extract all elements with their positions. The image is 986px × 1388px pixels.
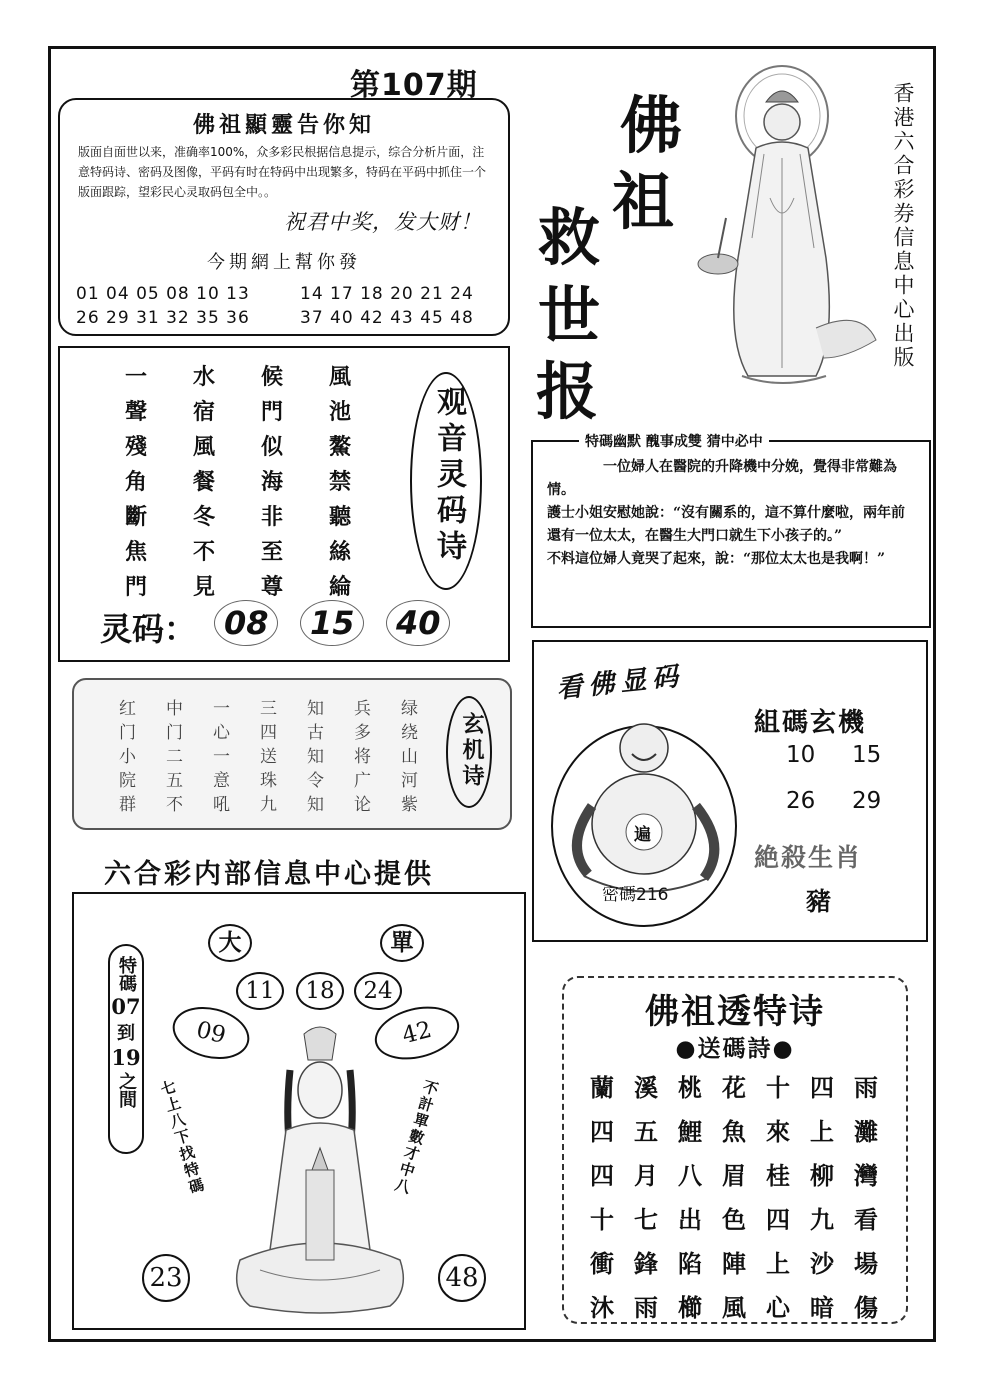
number-circle: 18 — [296, 972, 344, 1010]
poem-char: 看 — [854, 1205, 878, 1234]
poem-char: 桂 — [766, 1161, 790, 1190]
poem-char: 门 — [119, 723, 136, 743]
ling-code-label: 灵码： — [100, 610, 197, 648]
poem-char: 九 — [810, 1205, 834, 1234]
poem-char: 吼 — [213, 795, 230, 815]
poem-char: 綸 — [328, 574, 351, 600]
poem-char: 门 — [166, 723, 183, 743]
poem-char: 令 — [307, 771, 324, 791]
title-char-3: 救 — [538, 201, 601, 274]
poem-char: 沙 — [810, 1249, 834, 1278]
poem-char: 五 — [166, 771, 183, 791]
poem-char: 知 — [307, 747, 324, 767]
poem-char: 場 — [854, 1249, 878, 1278]
poem-char: 至 — [260, 539, 283, 565]
number-row-1-right: 14 17 18 20 21 24 — [300, 284, 474, 304]
laughing-buddha-box — [532, 640, 928, 942]
poem-char: 風 — [722, 1293, 746, 1322]
poem-char: 角 — [124, 469, 147, 495]
poem-char: 海 — [260, 469, 283, 495]
poem-char: 色 — [722, 1205, 746, 1234]
title-char-5: 报 — [536, 355, 599, 428]
poem-char: 餐 — [192, 469, 215, 495]
joke-body — [547, 456, 919, 571]
poem-char: 九 — [260, 795, 277, 815]
poem-char: 紫 — [401, 795, 418, 815]
poem-char: 櫛 — [678, 1293, 702, 1322]
poem-char: 四 — [590, 1161, 614, 1190]
poem-char: 兵 — [354, 699, 371, 719]
combo-title: 組碼玄機 — [754, 708, 867, 738]
publisher-label: 香港六合彩券信息中心出版 — [891, 82, 915, 370]
title-char-1: 佛 — [620, 89, 683, 162]
combo-number: 10 — [786, 742, 816, 768]
poem-char: 聽 — [328, 504, 351, 530]
guanyin-seated-image — [220, 1020, 420, 1326]
left-hint: 七上八下找特碼 — [156, 1077, 208, 1198]
xuanji-poem-scroll — [72, 678, 512, 830]
secret-code: 密碼216 — [602, 885, 669, 905]
buddha-poem-subtitle: ●送碼詩● — [675, 1035, 795, 1062]
special-range-pill — [108, 944, 144, 1154]
poem-char: 鯉 — [678, 1117, 702, 1146]
poem-char: 沐 — [590, 1293, 614, 1322]
poem-char: 三 — [260, 699, 277, 719]
special-number-box — [72, 892, 526, 1330]
combo-number: 15 — [852, 742, 882, 768]
ling-number: 40 — [396, 604, 441, 642]
poem-char: 心 — [766, 1293, 790, 1322]
poem-char: 古 — [307, 723, 324, 743]
right-hint: 不計單數才中八 — [390, 1077, 442, 1198]
poem-char: 焦 — [124, 539, 147, 565]
poem-char: 冬 — [192, 504, 215, 530]
poem-char: 蘭 — [590, 1073, 614, 1102]
poem-char: 二 — [166, 747, 183, 767]
poem-char: 绕 — [401, 723, 418, 743]
revelation-box — [58, 98, 510, 336]
poem-char: 不 — [192, 539, 215, 565]
number-circle: 11 — [236, 972, 284, 1010]
kill-zodiac: 豬 — [806, 887, 832, 916]
ling-number: 15 — [310, 604, 355, 642]
joke-line: 護士小姐安慰她說：“沒有關系的，這不算什麼啦，兩年前還有一位太太，在醫生大門口就生下小孩子的。” — [547, 505, 906, 544]
poem-char: 鋒 — [634, 1249, 658, 1278]
poem-char: 魚 — [722, 1117, 746, 1146]
poem-char: 将 — [354, 747, 371, 767]
poem-char: 灣 — [854, 1161, 878, 1190]
guanyin-standing-image — [686, 58, 882, 390]
poem-char: 陷 — [678, 1249, 702, 1278]
combo-number: 26 — [786, 788, 816, 814]
poem-char: 絲 — [328, 539, 351, 565]
poem-char: 水 — [192, 364, 215, 390]
range-from: 07 — [111, 994, 141, 1019]
poem-char: 似 — [260, 434, 283, 460]
poem-char: 十 — [590, 1205, 614, 1234]
number-circle-large: 48 — [438, 1254, 486, 1302]
buddha-poem-title: 佛祖透特诗 — [645, 992, 825, 1032]
poem-char: 山 — [401, 747, 418, 767]
ling-number: 08 — [224, 604, 269, 642]
joke-box — [531, 434, 931, 628]
kill-zodiac-title: 絶殺生肖 — [754, 843, 863, 872]
poem-char: 見 — [192, 574, 215, 600]
poem-char: 非 — [260, 504, 283, 530]
poem-char: 尊 — [260, 574, 283, 600]
poem-char: 论 — [354, 795, 371, 815]
poem-char: 四 — [810, 1073, 834, 1102]
title-char-2: 祖 — [612, 165, 675, 238]
number-circle: 24 — [354, 972, 402, 1010]
poem-char: 群 — [119, 795, 136, 815]
poem-char: 殘 — [124, 434, 147, 460]
poem-char: 心 — [213, 723, 230, 743]
revelation-slogan: 祝君中奖，发大财！ — [284, 210, 482, 234]
title-char-4: 世 — [538, 279, 601, 352]
poem-char: 傷 — [854, 1293, 878, 1322]
poem-char: 河 — [401, 771, 418, 791]
poem-char: 五 — [634, 1117, 658, 1146]
poem-char: 四 — [260, 723, 277, 743]
buddha-poem-grid — [580, 1068, 888, 1332]
joke-line: 一位婦人在醫院的升降機中分娩，覺得非常難為情。 — [547, 459, 897, 498]
poem-char: 池 — [328, 399, 351, 425]
range-mid: 到 — [117, 1023, 135, 1044]
poem-char: 門 — [124, 574, 147, 600]
poem-char: 出 — [678, 1205, 702, 1234]
poem-char: 聲 — [124, 399, 147, 425]
number-row-2-right: 37 40 42 43 45 48 — [300, 308, 474, 328]
combo-number: 29 — [852, 788, 882, 814]
number-oval-right: 42 — [369, 998, 465, 1067]
number-row-2-left: 26 29 31 32 35 36 — [76, 308, 250, 328]
poem-char: 暗 — [810, 1293, 834, 1322]
range-to: 19 — [111, 1045, 141, 1070]
xuanji-poem-grid — [104, 694, 433, 814]
poem-char: 一 — [213, 747, 230, 767]
poem-char: 雨 — [634, 1293, 658, 1322]
poem-char: 月 — [634, 1161, 658, 1190]
buddha-poem-box — [562, 976, 908, 1324]
poem-char: 上 — [810, 1117, 834, 1146]
poem-char: 上 — [766, 1249, 790, 1278]
poem-char: 八 — [678, 1161, 702, 1190]
poem-char: 知 — [307, 699, 324, 719]
poem-char: 不 — [166, 795, 183, 815]
poem-char: 風 — [328, 364, 351, 390]
xuanji-label: 玄机诗 — [459, 712, 485, 790]
poem-char: 十 — [766, 1073, 790, 1102]
poem-char: 鰲 — [328, 434, 351, 460]
guanyin-poem-label-oval — [410, 372, 482, 590]
poem-char: 陣 — [722, 1249, 746, 1278]
poem-char: 候 — [260, 364, 283, 390]
poem-char: 送 — [260, 747, 277, 767]
poem-char: 四 — [766, 1205, 790, 1234]
badge-big: 大 — [208, 924, 252, 962]
guanyin-poem-grid — [102, 360, 374, 605]
poem-char: 中 — [166, 699, 183, 719]
poem-char: 眉 — [722, 1161, 746, 1190]
poem-char: 衝 — [590, 1249, 614, 1278]
poem-char: 風 — [192, 434, 215, 460]
poem-char: 意 — [213, 771, 230, 791]
poem-char: 广 — [354, 771, 371, 791]
poem-char: 斷 — [124, 504, 147, 530]
joke-line: 不料這位婦人竟哭了起來，說：“那位太太也是我啊！” — [547, 551, 886, 567]
number-row-1-left: 01 04 05 08 10 13 — [76, 284, 250, 304]
poem-char: 红 — [119, 699, 136, 719]
poem-char: 小 — [119, 747, 136, 767]
poem-char: 溪 — [634, 1073, 658, 1102]
poem-char: 院 — [119, 771, 136, 791]
buddha-belly-char: 遍 — [634, 825, 651, 845]
poem-char: 桃 — [678, 1073, 702, 1102]
poem-char: 七 — [634, 1205, 658, 1234]
poem-char: 一 — [124, 364, 147, 390]
poem-char: 宿 — [192, 399, 215, 425]
poem-char: 灘 — [854, 1117, 878, 1146]
issue-number: 第107期 — [350, 68, 478, 103]
range-end: 之間 — [116, 1072, 137, 1108]
poem-char: 多 — [354, 723, 371, 743]
number-circle-large: 23 — [142, 1254, 190, 1302]
poem-char: 來 — [766, 1117, 790, 1146]
poem-char: 柳 — [810, 1161, 834, 1190]
buddha-arc-title: 看佛显码 — [555, 661, 686, 705]
joke-header: 特碼幽默 醜事成雙 猜中必中 — [579, 431, 769, 451]
revelation-title: 佛祖顯靈告你知 — [192, 112, 375, 138]
guanyin-poem-label: 观音灵码诗 — [431, 386, 466, 566]
poem-char: 一 — [213, 699, 230, 719]
poem-char: 四 — [590, 1117, 614, 1146]
poem-char: 知 — [307, 795, 324, 815]
poem-char: 绿 — [401, 699, 418, 719]
range-label-top: 特碼 — [116, 956, 137, 992]
poem-char: 門 — [260, 399, 283, 425]
revelation-subtitle: 今期網上幫你發 — [207, 252, 361, 273]
badge-single: 單 — [380, 924, 424, 962]
revelation-body: 版面自面世以来，准确率100%，众多彩民根据信息提示，综合分析片面，注意特码诗、密码及图像，平码有时在特码中出现繁多，特码在平码中抓住一个版面跟踪，望彩民心灵取码包全中。。 — [78, 145, 487, 199]
poem-char: 珠 — [260, 771, 277, 791]
provider-label: 六合彩内部信息中心提供 — [104, 859, 434, 890]
poem-char: 禁 — [328, 469, 351, 495]
poem-char: 雨 — [854, 1073, 878, 1102]
poem-char: 花 — [722, 1073, 746, 1102]
number-oval-left: 09 — [167, 999, 255, 1066]
xuanji-label-oval — [446, 696, 492, 808]
